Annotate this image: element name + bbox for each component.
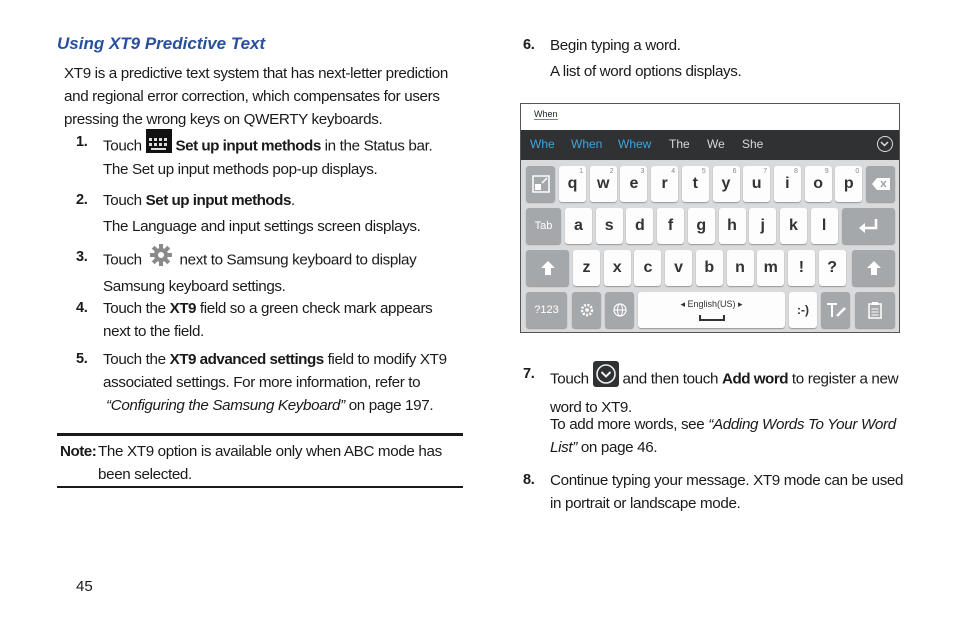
step-3-text: [103, 246, 453, 298]
input-text: When: [534, 109, 558, 119]
tab-key[interactable]: Tab: [526, 208, 561, 244]
suggestion[interactable]: Whew: [618, 137, 652, 151]
note-box: [57, 433, 463, 488]
key-v[interactable]: [665, 250, 692, 286]
key-label: s: [604, 217, 614, 234]
key-n[interactable]: [727, 250, 754, 286]
step-2-post: .: [290, 192, 295, 209]
suggestion[interactable]: When: [571, 137, 603, 151]
step-1-post: in the Status bar.: [324, 137, 433, 155]
text-input-preview: [521, 104, 899, 130]
key-sublabel: 1: [579, 168, 583, 175]
key-label: n: [735, 259, 745, 276]
step-2-text: [103, 189, 453, 212]
step-5-pre: Touch the: [103, 351, 166, 368]
space-key[interactable]: [638, 292, 785, 328]
key-m[interactable]: [757, 250, 784, 286]
suggestion[interactable]: The: [669, 137, 690, 151]
keyboard-icon: [146, 129, 172, 160]
key-label: g: [696, 217, 707, 234]
key-sublabel: 6: [732, 168, 737, 175]
key-s[interactable]: [596, 208, 623, 244]
suggestion[interactable]: We: [707, 137, 725, 151]
key-label: d: [635, 217, 645, 234]
key-a[interactable]: [565, 208, 592, 244]
step-number: 1.: [76, 134, 88, 150]
step-6-result: A list of word options displays.: [550, 63, 742, 80]
key-j[interactable]: [749, 208, 776, 244]
key-q[interactable]: [559, 166, 586, 202]
note-text: The XT9 option is available only when ABC mode has been selected.: [98, 443, 442, 483]
key-label: y: [721, 175, 731, 192]
key-?[interactable]: [819, 250, 846, 286]
step-7-result-pre: To add more words, see: [550, 416, 709, 433]
gear-icon: [150, 244, 172, 273]
enter-key[interactable]: [842, 208, 895, 244]
step-7-mid: and then touch: [622, 370, 719, 388]
suggestion[interactable]: Whe: [530, 137, 555, 151]
step-number: 7.: [523, 366, 535, 382]
note-label: Note:: [60, 443, 97, 460]
key-label: j: [760, 217, 765, 234]
key-c[interactable]: [634, 250, 661, 286]
key-b[interactable]: [696, 250, 723, 286]
key-i[interactable]: [774, 166, 801, 202]
step-6-text: Begin typing a word.: [550, 37, 681, 54]
step-4-text: [103, 297, 453, 343]
key-l[interactable]: [811, 208, 838, 244]
key-sublabel: 9: [824, 168, 829, 175]
key-h[interactable]: [719, 208, 746, 244]
backspace-key[interactable]: [866, 166, 895, 202]
key-u[interactable]: [743, 166, 770, 202]
intro-paragraph: XT9 is a predictive text system that has next-letter prediction and regional error correction, which compensates for users pressing the wrong keys on QWERTY keyboards.: [64, 65, 448, 128]
suggestion-bar: [521, 130, 899, 160]
shift-key-left[interactable]: [526, 250, 569, 286]
key-sublabel: 4: [671, 168, 676, 175]
key-sublabel: 3: [640, 168, 645, 175]
step-number: 8.: [523, 472, 535, 488]
step-number: 2.: [76, 192, 88, 208]
key-r[interactable]: [651, 166, 678, 202]
step-number: 6.: [523, 37, 535, 53]
step-5-bold: XT9 advanced settings: [169, 351, 324, 368]
key-label: ?: [827, 259, 837, 276]
mode-key[interactable]: [526, 166, 555, 202]
key-label: l: [821, 217, 827, 234]
step-7-result-post: on page 46.: [576, 439, 658, 456]
key-o[interactable]: [805, 166, 832, 202]
step-number: 3.: [76, 249, 88, 265]
step-3-post: next to Samsung keyboard to display Samsung keyboard settings.: [103, 251, 417, 295]
key-![interactable]: [788, 250, 815, 286]
key-label: v: [674, 259, 684, 276]
keyboard-keys: [521, 160, 899, 332]
key-label: i: [785, 175, 790, 192]
key-label: o: [813, 175, 823, 192]
step-7-reference: “Adding Words To Your Word List”: [550, 416, 896, 456]
key-sublabel: 2: [609, 168, 614, 175]
key-label: !: [798, 259, 805, 276]
key-label: w: [596, 175, 610, 192]
step-7-text: [550, 363, 910, 419]
step-2-result: The Language and input settings screen displays.: [103, 218, 421, 235]
key-label: c: [643, 259, 653, 276]
step-2-bold: Set up input methods: [145, 192, 291, 209]
step-4-pre: Touch the: [103, 300, 166, 317]
key-w[interactable]: [590, 166, 617, 202]
clipboard-key[interactable]: [855, 292, 895, 328]
emoticon-key[interactable]: :-): [789, 292, 817, 328]
step-3-pre: Touch: [103, 251, 142, 269]
step-number: 4.: [76, 300, 88, 316]
key-label: h: [727, 217, 737, 234]
key-label: t: [692, 175, 698, 192]
key-x[interactable]: [604, 250, 631, 286]
key-t[interactable]: [682, 166, 709, 202]
section-heading: Using XT9 Predictive Text: [57, 34, 266, 53]
key-label: q: [567, 175, 578, 192]
key-z[interactable]: [573, 250, 600, 286]
step-4-bold: XT9: [169, 300, 196, 317]
key-label: f: [667, 217, 674, 234]
page-number: 45: [76, 578, 93, 595]
step-7-post: to register a new word to XT9.: [550, 370, 899, 416]
expand-suggestions-icon[interactable]: [877, 136, 893, 152]
step-8-text: Continue typing your message. XT9 mode can be used in portrait or landscape mode.: [550, 472, 904, 512]
step-5-ref-post: on page 197.: [344, 397, 434, 414]
space-language-row: ◂ English(US) ▸: [680, 299, 743, 309]
step-2-pre: Touch: [103, 192, 142, 209]
suggestion[interactable]: She: [742, 137, 764, 151]
key-k[interactable]: [780, 208, 807, 244]
key-f[interactable]: [657, 208, 684, 244]
key-label: r: [661, 175, 668, 192]
handwriting-key[interactable]: [821, 292, 850, 328]
step-5-post: field to modify XT9 associated settings. For more information, refer to: [103, 351, 447, 391]
step-7-bold: Add word: [722, 370, 789, 388]
key-sublabel: 5: [701, 168, 706, 175]
key-label: e: [629, 175, 639, 192]
step-7-pre: Touch: [550, 370, 589, 388]
key-label: z: [582, 259, 591, 276]
key-p[interactable]: [835, 166, 862, 202]
step-5-reference: “Configuring the Samsung Keyboard”: [106, 397, 345, 414]
key-label: x: [612, 259, 622, 276]
keyboard-screenshot: [520, 103, 900, 333]
key-label: p: [843, 175, 854, 192]
key-label: a: [574, 217, 583, 234]
chevron-down-icon: [593, 361, 619, 394]
key-sublabel: 8: [793, 168, 798, 175]
key-sublabel: 7: [763, 168, 768, 175]
space-language-label: English(US): [687, 299, 736, 309]
step-1-pre: Touch: [103, 137, 142, 155]
step-5-text: [103, 348, 453, 417]
step-1-result: The Set up input methods pop-up displays.: [103, 161, 378, 178]
key-g[interactable]: [688, 208, 715, 244]
shift-key-right[interactable]: [852, 250, 895, 286]
key-y[interactable]: [713, 166, 740, 202]
key-label: u: [751, 175, 762, 192]
step-number: 5.: [76, 351, 88, 367]
key-label: k: [788, 217, 798, 234]
space-bar-icon: [699, 315, 725, 321]
step-7-result: [550, 413, 910, 459]
key-e[interactable]: [620, 166, 647, 202]
key-label: m: [763, 259, 778, 276]
key-label: b: [704, 259, 715, 276]
symbols-key[interactable]: ?123: [526, 292, 567, 328]
globe-key[interactable]: [605, 292, 634, 328]
step-4-post: field so a green check mark appears next to the field.: [103, 300, 433, 340]
key-d[interactable]: [626, 208, 653, 244]
settings-key[interactable]: [572, 292, 601, 328]
key-sublabel: 0: [855, 168, 860, 175]
step-1-bold: Set up input methods: [175, 137, 321, 155]
